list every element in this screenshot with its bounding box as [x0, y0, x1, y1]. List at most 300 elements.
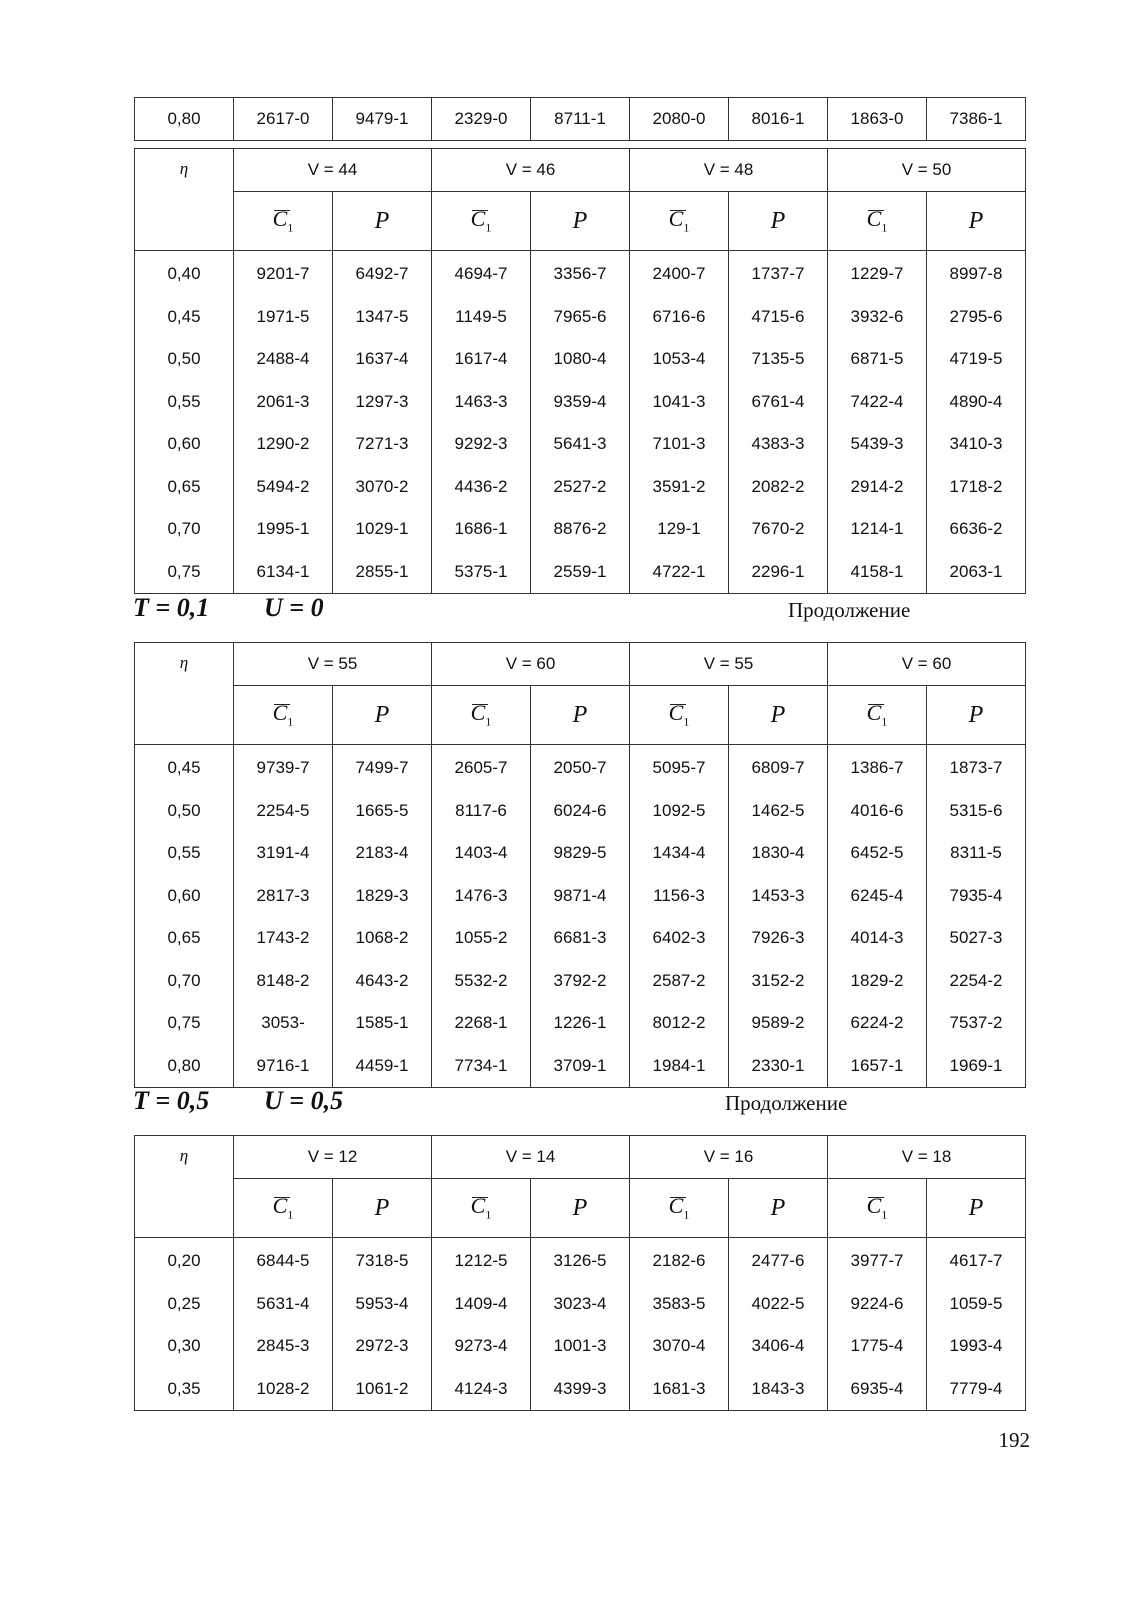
table-cell: 3709-1 [553, 1055, 607, 1075]
p-symbol: P [572, 1194, 588, 1221]
table-cell: 6844-5 [256, 1251, 310, 1270]
v-group-header: V = 60 [432, 643, 630, 686]
table-cell: 2329-0 [432, 98, 531, 141]
table-column [234, 745, 333, 1088]
table-cell: 1092-5 [652, 800, 706, 820]
table-cell: 1041-3 [652, 391, 706, 411]
c1-symbol: $C_1$ [470, 206, 492, 235]
table-cell: 2330-1 [751, 1055, 805, 1075]
table-cell: 9829-5 [553, 843, 607, 862]
subheader-row [135, 192, 1026, 251]
table-cell: 4643-2 [355, 970, 409, 990]
table-cell: 2254-5 [256, 800, 310, 820]
top-row-table [134, 97, 1026, 141]
c1-symbol: $C_1$ [668, 206, 690, 235]
table-cell: 1434-4 [652, 843, 706, 862]
table-cell: 0,80 [135, 98, 234, 141]
c1-column-header [432, 1179, 531, 1238]
p-column-header [531, 686, 630, 745]
table-cell: 4014-3 [850, 928, 904, 947]
eta-header: η [135, 1136, 234, 1238]
table-cell: 2617-0 [234, 98, 333, 141]
table-cell: 0,55 [167, 391, 201, 411]
table-cell: 1029-1 [355, 519, 409, 538]
c1-subscript: 1 [287, 1207, 294, 1222]
p-symbol: P [572, 701, 588, 728]
table-cell: 6492-7 [355, 264, 409, 283]
table-cell: 7965-6 [553, 306, 607, 326]
table-cell: 1829-3 [355, 885, 409, 905]
table-cell: 2082-2 [751, 476, 805, 496]
table-cell: 1149-5 [455, 306, 507, 326]
table-cell: 8148-2 [256, 970, 310, 990]
caption-t-2: T = 0,5 [133, 1086, 210, 1115]
table-cell: 0,55 [167, 843, 201, 862]
table-cell: 0,60 [167, 434, 201, 453]
table-cell: 9589-2 [751, 1013, 805, 1032]
table-cell: 2254-2 [949, 970, 1003, 990]
table-cell: 3070-4 [652, 1336, 706, 1355]
c1-column-header [432, 192, 531, 251]
table-cell: 9871-4 [553, 885, 607, 905]
table-cell: 9359-4 [553, 391, 607, 411]
table-cell: 2268-1 [454, 1013, 508, 1032]
table-body-row [135, 745, 1026, 1088]
table-cell: 5953-4 [355, 1293, 409, 1313]
table-cell: 4383-3 [751, 434, 805, 453]
table-cell: 0,60 [167, 885, 201, 905]
p-column-header [531, 1179, 630, 1238]
table-cell: 5494-2 [256, 476, 310, 496]
table-cell: 9273-4 [454, 1336, 508, 1355]
v-group-header: V = 55 [630, 643, 828, 686]
p-symbol: P [770, 207, 786, 234]
table-cell: 1212-5 [454, 1251, 508, 1270]
table-cell: 4719-5 [949, 349, 1003, 368]
c1-subscript: 1 [683, 1207, 690, 1222]
continued-label-1: Продолжение [788, 598, 911, 622]
overbar [274, 1197, 291, 1198]
table-cell: 3356-7 [553, 264, 607, 283]
table-cell: 6452-5 [850, 843, 904, 862]
table-cell: 1059-5 [949, 1293, 1003, 1313]
table-cell: 8311-5 [950, 843, 1002, 862]
c1-symbol: $C_1$ [668, 1193, 690, 1222]
table-cell: 129-1 [657, 519, 701, 538]
table-column [432, 251, 531, 594]
v-group-header: V = 14 [432, 1136, 630, 1179]
table-column [333, 1238, 432, 1411]
c1-subscript: 1 [485, 220, 492, 235]
table-cell: 1971-5 [256, 306, 310, 326]
continued-label-2: Продолжение [725, 1091, 848, 1115]
table-column [135, 745, 234, 1088]
overbar [472, 704, 489, 705]
header-row [135, 643, 1026, 686]
table-cell: 0,20 [167, 1251, 201, 1270]
table-cell: 4617-7 [949, 1251, 1003, 1270]
overbar [868, 1197, 885, 1198]
table-column [135, 251, 234, 594]
p-column-header [333, 1179, 432, 1238]
table-cell: 7135-5 [751, 349, 805, 368]
table-cell: 5641-3 [553, 434, 607, 453]
table-cell: 2063-1 [949, 561, 1003, 581]
table-cell: 7386-1 [927, 98, 1026, 141]
c1-symbol: $C_1$ [470, 1193, 492, 1222]
table-cell: 1403-4 [454, 843, 508, 862]
table-cell: 1737-7 [751, 264, 805, 283]
table-cell: 1718-2 [949, 476, 1003, 496]
c1-column-header [432, 686, 531, 745]
table-cell: 2488-4 [256, 349, 310, 368]
data-table-3 [134, 1135, 1026, 1411]
p-symbol: P [572, 207, 588, 234]
table-cell: 3410-3 [949, 434, 1003, 453]
table-column [927, 251, 1026, 594]
table-cell: 2559-1 [553, 561, 607, 581]
overbar [670, 704, 687, 705]
table-cell: 9739-7 [256, 758, 310, 777]
table-cell: 3070-2 [355, 476, 409, 496]
header-row [135, 1136, 1026, 1179]
table-cell: 2855-1 [355, 561, 409, 581]
v-group-header: V = 16 [630, 1136, 828, 1179]
table-cell: 0,50 [167, 349, 201, 368]
c1-column-header [828, 686, 927, 745]
overbar [274, 210, 291, 211]
table-cell: 2972-3 [355, 1336, 409, 1355]
table-cell: 8117-6 [455, 800, 507, 820]
table-cell: 9716-1 [256, 1055, 310, 1075]
table-cell: 1068-2 [355, 928, 409, 947]
table-cell: 6024-6 [553, 800, 607, 820]
table-column [333, 745, 432, 1088]
table-cell: 3792-2 [553, 970, 607, 990]
table-column [135, 1238, 234, 1411]
table-cell: 1476-3 [454, 885, 508, 905]
p-column-header [927, 1179, 1026, 1238]
table-cell: 1873-7 [949, 758, 1003, 777]
table-cell: 6809-7 [751, 758, 805, 777]
table-cell: 4436-2 [454, 476, 508, 496]
table-cell: 1028-2 [256, 1378, 310, 1398]
table-cell: 3591-2 [652, 476, 706, 496]
table-cell: 6761-4 [751, 391, 805, 411]
table-cell: 0,30 [167, 1336, 201, 1355]
table-cell: 5532-2 [454, 970, 508, 990]
table-column [630, 745, 729, 1088]
table-cell: 2400-7 [652, 264, 706, 283]
p-symbol: P [374, 207, 390, 234]
table-column [630, 251, 729, 594]
table-cell: 7101-3 [652, 434, 706, 453]
c1-column-header [828, 1179, 927, 1238]
table-cell: 5439-3 [850, 434, 904, 453]
table-cell: 3023-4 [553, 1293, 607, 1313]
overbar [670, 1197, 687, 1198]
table-column [729, 745, 828, 1088]
table-cell: 9201-7 [256, 264, 310, 283]
table-row [135, 98, 1026, 141]
table-cell: 7779-4 [949, 1378, 1003, 1398]
table-cell: 0,70 [167, 970, 201, 990]
table-cell: 1462-5 [751, 800, 805, 820]
table-cell: 5375-1 [454, 561, 508, 581]
table-cell: 1863-0 [828, 98, 927, 141]
table-column [333, 251, 432, 594]
overbar [472, 210, 489, 211]
table-cell: 2914-2 [850, 476, 904, 496]
overbar [472, 1197, 489, 1198]
table-cell: 1053-4 [652, 349, 706, 368]
data-table-2 [134, 642, 1026, 1088]
c1-symbol: $C_1$ [866, 1193, 888, 1222]
table-cell: 2050-7 [553, 758, 607, 777]
p-column-header [729, 192, 828, 251]
eta-header: η [135, 149, 234, 251]
table-cell: 2183-4 [355, 843, 409, 862]
table-cell: 1297-3 [355, 391, 409, 411]
table-cell: 1229-7 [850, 264, 904, 283]
table-cell: 2845-3 [256, 1336, 310, 1355]
table-cell: 2587-2 [652, 970, 706, 990]
table-cell: 1681-3 [652, 1378, 706, 1398]
p-column-header [729, 686, 828, 745]
table-cell: 7499-7 [355, 758, 409, 777]
table-cell: 0,50 [167, 800, 201, 820]
c1-column-header [630, 686, 729, 745]
table-column [927, 1238, 1026, 1411]
table-cell: 6224-2 [850, 1013, 904, 1032]
table-cell: 1453-3 [751, 885, 805, 905]
table-cell: 4158-1 [850, 561, 904, 581]
table-cell: 2527-2 [553, 476, 607, 496]
table-cell: 3053- [261, 1013, 305, 1032]
v-group-header: V = 44 [234, 149, 432, 192]
c1-subscript: 1 [485, 714, 492, 729]
table-column [234, 251, 333, 594]
table-cell: 1984-1 [652, 1055, 706, 1075]
table-cell: 0,40 [167, 264, 201, 283]
table-cell: 7926-3 [751, 928, 805, 947]
table-cell: 9224-6 [850, 1293, 904, 1313]
table-cell: 0,75 [167, 1013, 201, 1032]
table-cell: 4459-1 [355, 1055, 409, 1075]
c1-column-header [630, 1179, 729, 1238]
table-column [828, 745, 927, 1088]
c1-symbol: $C_1$ [668, 700, 690, 729]
table-cell: 1080-4 [553, 349, 607, 368]
table-cell: 3152-2 [751, 970, 805, 990]
c1-column-header [234, 1179, 333, 1238]
p-column-header [927, 192, 1026, 251]
table-cell: 2605-7 [454, 758, 508, 777]
table-cell: 1617-4 [454, 349, 508, 368]
table-cell: 5095-7 [652, 758, 706, 777]
table-column [234, 1238, 333, 1411]
c1-symbol: $C_1$ [470, 700, 492, 729]
table-cell: 4694-7 [454, 264, 508, 283]
table-cell: 1409-4 [454, 1293, 508, 1313]
table-cell: 4016-6 [850, 800, 904, 820]
c1-subscript: 1 [287, 714, 294, 729]
table-column [432, 1238, 531, 1411]
table-cell: 6134-1 [256, 561, 310, 581]
table-column [927, 745, 1026, 1088]
table-cell: 0,25 [167, 1293, 201, 1313]
table-cell: 6245-4 [850, 885, 904, 905]
table-cell: 6935-4 [850, 1378, 904, 1398]
v-group-header: V = 60 [828, 643, 1026, 686]
c1-symbol: $C_1$ [866, 206, 888, 235]
p-symbol: P [968, 207, 984, 234]
table-cell: 6681-3 [553, 928, 607, 947]
table-cell: 1665-5 [355, 800, 409, 820]
table-column [729, 1238, 828, 1411]
table-cell: 3126-5 [553, 1251, 607, 1270]
p-column-header [531, 192, 630, 251]
table-cell: 7670-2 [751, 519, 805, 538]
v-group-header: V = 48 [630, 149, 828, 192]
table-cell: 2296-1 [751, 561, 805, 581]
c1-symbol: $C_1$ [272, 206, 294, 235]
subheader-row [135, 1179, 1026, 1238]
table-cell: 7271-3 [355, 434, 409, 453]
overbar [670, 210, 687, 211]
table-cell: 1657-1 [850, 1055, 904, 1075]
table-column [828, 251, 927, 594]
table-cell: 8012-2 [652, 1013, 706, 1032]
table-cell: 6402-3 [652, 928, 706, 947]
p-column-header [729, 1179, 828, 1238]
table-cell: 2080-0 [630, 98, 729, 141]
c1-subscript: 1 [881, 1207, 888, 1222]
eta-header: η [135, 643, 234, 745]
table-cell: 1829-2 [850, 970, 904, 990]
table-cell: 0,35 [167, 1378, 201, 1398]
p-column-header [333, 192, 432, 251]
table-column [531, 251, 630, 594]
table-cell: 1226-1 [553, 1013, 607, 1032]
table-cell: 5027-3 [949, 928, 1003, 947]
table-cell: 1843-3 [751, 1378, 805, 1398]
table-cell: 1743-2 [256, 928, 310, 947]
v-group-header: V = 50 [828, 149, 1026, 192]
table-body-row [135, 1238, 1026, 1411]
table-cell: 0,75 [167, 561, 201, 581]
p-symbol: P [770, 701, 786, 728]
table-cell: 1290-2 [256, 434, 310, 453]
table-cell: 0,65 [167, 928, 201, 947]
table-cell: 7734-1 [454, 1055, 508, 1075]
table-cell: 5315-6 [949, 800, 1003, 820]
table-cell: 3932-6 [850, 306, 904, 326]
table-cell: 1637-4 [355, 349, 409, 368]
v-group-header: V = 12 [234, 1136, 432, 1179]
c1-column-header [234, 192, 333, 251]
table-cell: 2061-3 [256, 391, 310, 411]
table-cell: 6716-6 [652, 306, 706, 326]
table-cell: 0,70 [167, 519, 201, 538]
v-group-header: V = 55 [234, 643, 432, 686]
header-row [135, 149, 1026, 192]
c1-column-header [234, 686, 333, 745]
table-cell: 8876-2 [553, 519, 607, 538]
table-cell: 5631-4 [256, 1293, 310, 1313]
table-cell: 1969-1 [949, 1055, 1003, 1075]
p-column-header [333, 686, 432, 745]
c1-symbol: $C_1$ [272, 700, 294, 729]
table-cell: 1001-3 [553, 1336, 607, 1355]
c1-column-header [828, 192, 927, 251]
table-cell: 1061-2 [355, 1378, 409, 1398]
overbar [274, 704, 291, 705]
table-cell: 1830-4 [751, 843, 805, 862]
table-cell: 9292-3 [454, 434, 508, 453]
table-cell: 2182-6 [652, 1251, 706, 1270]
p-symbol: P [968, 1194, 984, 1221]
table-column [828, 1238, 927, 1411]
subheader-row [135, 686, 1026, 745]
table-cell: 0,45 [167, 758, 201, 777]
caption-t-1: T = 0,1 [133, 593, 210, 622]
table-cell: 7537-2 [949, 1013, 1003, 1032]
c1-symbol: $C_1$ [866, 700, 888, 729]
table-cell: 1463-3 [454, 391, 508, 411]
table-cell: 1993-4 [949, 1336, 1003, 1355]
table-cell: 3406-4 [751, 1336, 805, 1355]
table-column [432, 745, 531, 1088]
c1-subscript: 1 [683, 220, 690, 235]
v-group-header: V = 46 [432, 149, 630, 192]
table-cell: 1156-3 [653, 885, 705, 905]
overbar [868, 704, 885, 705]
c1-subscript: 1 [683, 714, 690, 729]
table-cell: 3191-4 [256, 843, 310, 862]
table-cell: 4715-6 [751, 306, 805, 326]
c1-symbol: $C_1$ [272, 1193, 294, 1222]
caption-u-1: U = 0 [264, 593, 324, 622]
table-cell: 1585-1 [355, 1013, 409, 1032]
table-cell: 0,65 [167, 476, 201, 496]
table-cell: 4022-5 [751, 1293, 805, 1313]
table-cell: 2817-3 [256, 885, 310, 905]
overbar [868, 210, 885, 211]
c1-subscript: 1 [881, 220, 888, 235]
p-symbol: P [374, 1194, 390, 1221]
table-cell: 3977-7 [850, 1251, 904, 1270]
c1-subscript: 1 [881, 714, 888, 729]
table-cell: 8711-1 [531, 98, 630, 141]
data-table-1 [134, 148, 1026, 594]
table-cell: 7318-5 [355, 1251, 409, 1270]
c1-column-header [630, 192, 729, 251]
table-cell: 1995-1 [256, 519, 310, 538]
table-column [729, 251, 828, 594]
c1-subscript: 1 [287, 220, 294, 235]
caption-u-2: U = 0,5 [264, 1086, 344, 1115]
table-cell: 4124-3 [454, 1378, 508, 1398]
table-cell: 8016-1 [729, 98, 828, 141]
p-symbol: P [770, 1194, 786, 1221]
p-column-header [927, 686, 1026, 745]
table-cell: 0,45 [167, 306, 201, 326]
table-cell: 1214-1 [850, 519, 904, 538]
table-cell: 7422-4 [850, 391, 904, 411]
page-number: 192 [998, 1428, 1030, 1452]
table-column [531, 745, 630, 1088]
